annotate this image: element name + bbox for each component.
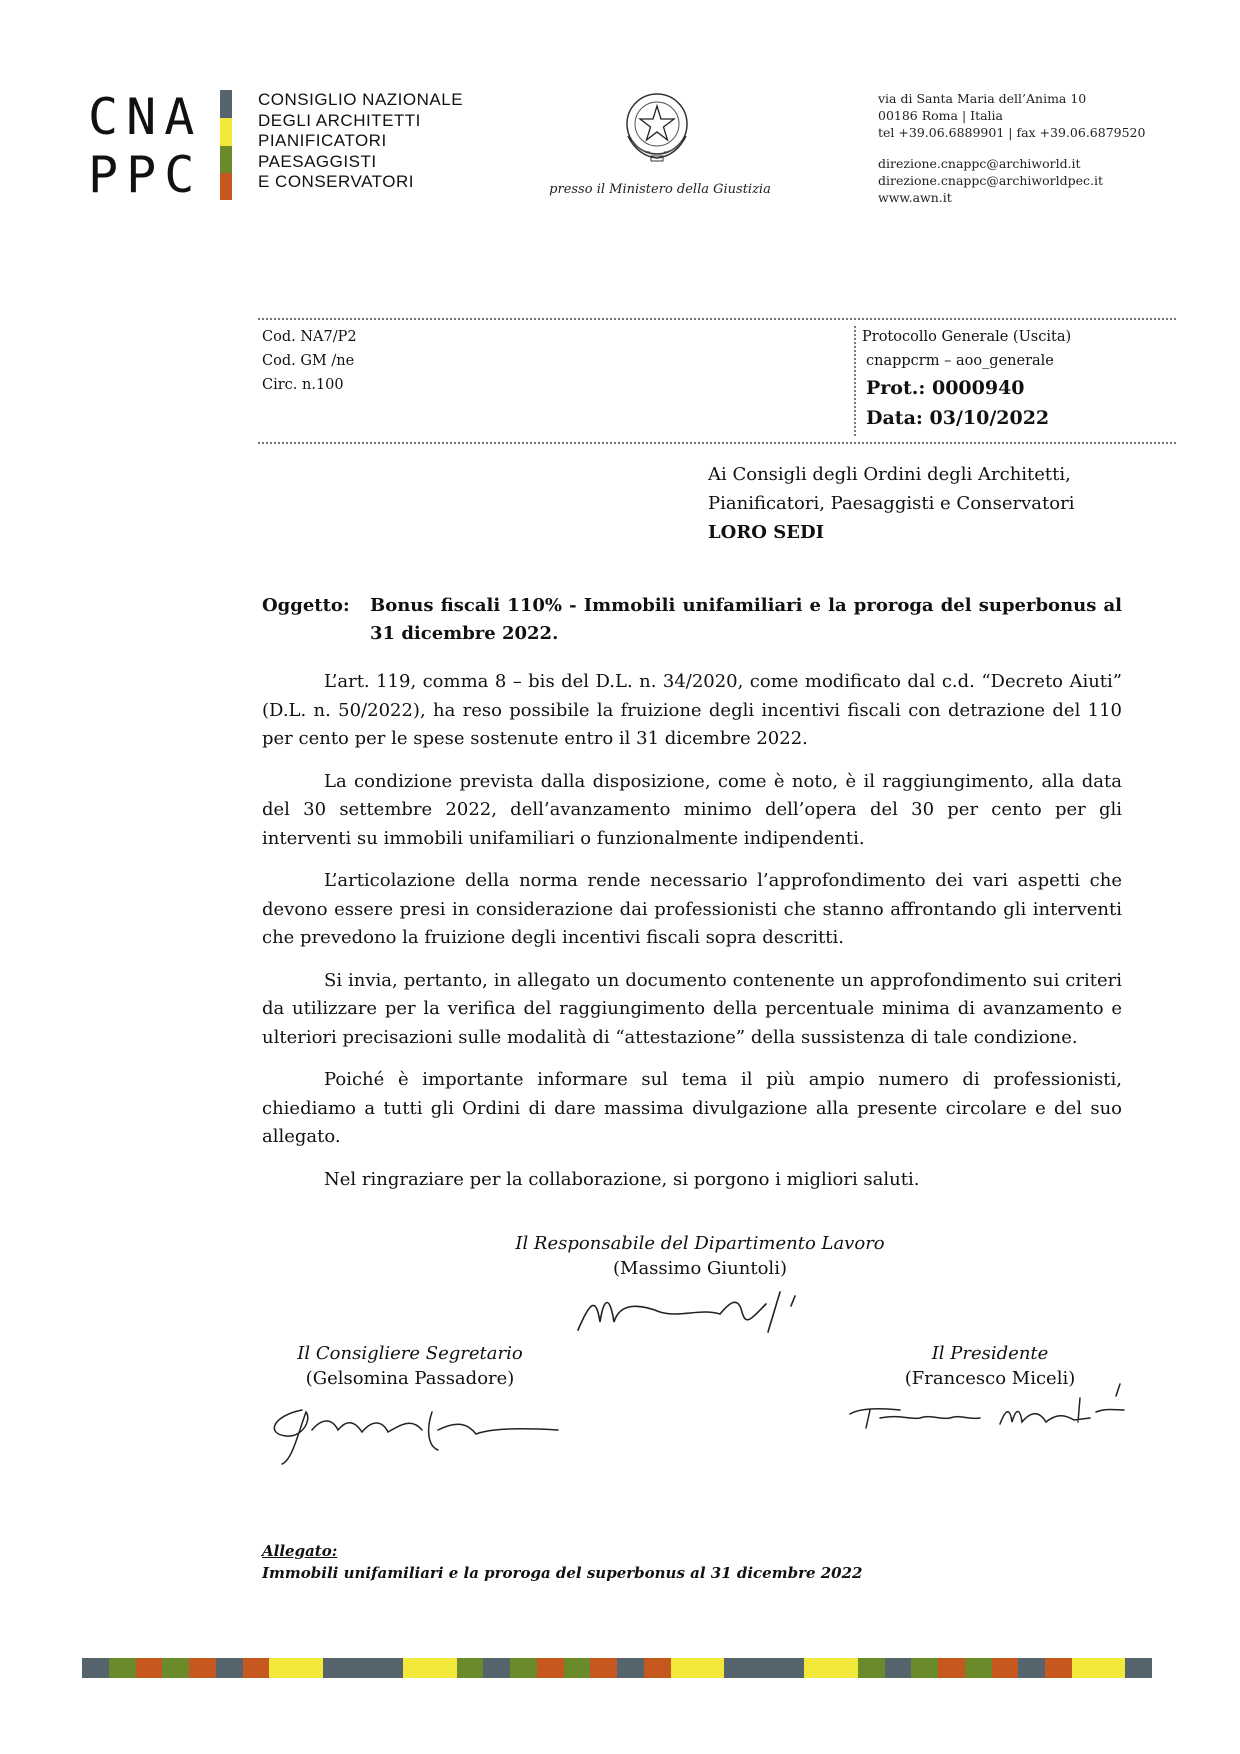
contact-block [878, 90, 1145, 206]
footer-stripe [403, 1658, 430, 1678]
signature-title: Il Presidente [931, 1343, 1049, 1364]
signature-name: (Gelsomina Passadore) [305, 1368, 515, 1389]
footer-stripe [1125, 1658, 1152, 1678]
protocol-date: Data: 03/10/2022 [866, 407, 1050, 429]
divider-bottom [258, 442, 1176, 444]
divider-vertical [854, 326, 856, 436]
attachment-label: Allegato: [262, 1542, 338, 1560]
footer-stripe [1072, 1658, 1099, 1678]
paragraph: Si invia, pertanto, in allegato un documento contenente un approfondimento sui criteri da utilizzare per la verifica del raggiungimento della percentuale minima di avanzamento e ulteriori precisazioni sulle modalità di “attestazione” della sussistenza di tale condizione. [262, 969, 1122, 1048]
footer-stripe [644, 1658, 671, 1678]
logo-line-2: PPC [88, 146, 203, 204]
protocol-block [862, 325, 1071, 433]
document-codes [262, 325, 357, 397]
footer-stripe [1099, 1658, 1126, 1678]
letter-body [262, 668, 1122, 1208]
footer-stripe [617, 1658, 644, 1678]
italian-republic-emblem-icon [618, 86, 696, 166]
attachment-title: Immobili unifamiliari e la proroga del superbonus al 31 dicembre 2022 [262, 1564, 863, 1582]
footer-stripe [243, 1658, 270, 1678]
footer-stripe [697, 1658, 724, 1678]
footer-stripe [858, 1658, 885, 1678]
footer-stripe [269, 1658, 296, 1678]
footer-stripe [162, 1658, 189, 1678]
footer-stripe [216, 1658, 243, 1678]
email-link[interactable]: direzione.cnappc@archiworld.it [878, 156, 1081, 171]
cnappc-logo [88, 88, 208, 204]
handwritten-signature-icon [570, 1282, 810, 1342]
footer-stripe [1045, 1658, 1072, 1678]
footer-stripe [671, 1658, 698, 1678]
footer-stripe [189, 1658, 216, 1678]
footer-stripe [376, 1658, 403, 1678]
footer-stripe [992, 1658, 1019, 1678]
subject-label: Oggetto: [262, 595, 350, 616]
signature-title: Il Consigliere Segretario [297, 1343, 523, 1364]
website-link[interactable]: www.awn.it [878, 190, 952, 205]
handwritten-signature-icon [262, 1390, 562, 1470]
signature-name: (Massimo Giuntoli) [613, 1258, 787, 1279]
footer-stripe [564, 1658, 591, 1678]
footer-stripe [82, 1658, 109, 1678]
paragraph: L’articolazione della norma rende necessario l’approfondimento dei vari aspetti che devono essere presi in considerazione dai professionisti che stanno affrontando gli interventi che prevedono la fruizione degli incentivi fiscali sopra descritti. [262, 870, 1122, 948]
subject-text: Bonus fiscali 110% - Immobili unifamiliari e la proroga del superbonus al 31 dicembre 2022. [370, 595, 1122, 644]
footer-stripe [109, 1658, 136, 1678]
signature-segretario [280, 1343, 540, 1389]
paragraph: L’art. 119, comma 8 – bis del D.L. n. 34/2020, come modificato dal c.d. “Decreto Aiuti” (D.L. n. 50/2022), ha reso possibile la fruizione degli incentivi fiscali con detrazione del 110 per cento per le spese sostenute entro il 31 dicembre 2022. [262, 671, 1122, 749]
footer-stripe [430, 1658, 457, 1678]
footer-stripe [965, 1658, 992, 1678]
footer-stripe [938, 1658, 965, 1678]
divider-top [258, 318, 1176, 320]
footer-stripe [457, 1658, 484, 1678]
address-line: 00186 Roma | Italia [878, 108, 1003, 123]
footer-stripe [804, 1658, 831, 1678]
footer-stripe [136, 1658, 163, 1678]
paragraph: La condizione prevista dalla disposizione, come è noto, è il raggiungimento, alla data del 30 settembre 2022, dell’avanzamento minimo dell’opera del 30 per cento per gli interventi su immobili unifamiliari o funzionalmente indipendenti. [262, 770, 1122, 849]
attachment-note [262, 1540, 862, 1584]
code-line: Cod. GM /ne [262, 353, 355, 369]
signature-name: (Francesco Miceli) [904, 1368, 1076, 1389]
footer-stripe [350, 1658, 377, 1678]
footer-stripe [590, 1658, 617, 1678]
signature-title: Il Responsabile del Dipartimento Lavoro [515, 1233, 885, 1254]
organization-name: CONSIGLIO NAZIONALE DEGLI ARCHITETTI PIANIFICATORI PAESAGGISTI E CONSERVATORI [258, 90, 464, 191]
footer-stripe [831, 1658, 858, 1678]
footer-stripe [751, 1658, 778, 1678]
footer-stripe [323, 1658, 350, 1678]
protocol-number: Prot.: 0000940 [866, 377, 1025, 399]
footer-stripe [510, 1658, 537, 1678]
code-line: Cod. NA7/P2 [262, 329, 357, 345]
footer-stripe [537, 1658, 564, 1678]
footer-stripe [483, 1658, 510, 1678]
protocol-label: Protocollo Generale (Uscita) [862, 329, 1072, 345]
circular-number: Circ. n.100 [262, 377, 344, 393]
footer-stripe [724, 1658, 751, 1678]
footer-stripe [1018, 1658, 1045, 1678]
handwritten-signature-icon [840, 1378, 1130, 1438]
recipient-block: Ai Consigli degli Ordini degli Architetti, Pianificatori, Paesaggisti e Conservatori LORO SEDI [708, 464, 1075, 543]
logo-line-1: CNA [88, 88, 203, 146]
pec-email-link[interactable]: direzione.cnappc@archiworldpec.it [878, 173, 1103, 188]
paragraph: Poiché è importante informare sul tema il più ampio numero di professionisti, chiediamo a tutti gli Ordini di dare massima divulgazione alla presente circolare e del suo allegato. [262, 1069, 1122, 1147]
footer-stripe [296, 1658, 323, 1678]
signature-lavoro [490, 1233, 910, 1279]
footer-stripe [778, 1658, 805, 1678]
address-line: via di Santa Maria dell’Anima 10 [878, 91, 1087, 106]
protocol-registry: cnappcrm – aoo_generale [866, 353, 1054, 369]
phone-line: tel +39.06.6889901 | fax +39.06.6879520 [878, 125, 1146, 140]
paragraph: Nel ringraziare per la collaborazione, si porgono i migliori saluti. [324, 1168, 920, 1190]
footer-color-stripes [82, 1658, 1152, 1678]
subject [262, 592, 1122, 648]
footer-stripe [885, 1658, 912, 1678]
footer-stripe [911, 1658, 938, 1678]
ministry-caption: presso il Ministero della Giustizia [549, 182, 771, 197]
logo-color-bar [220, 90, 232, 200]
